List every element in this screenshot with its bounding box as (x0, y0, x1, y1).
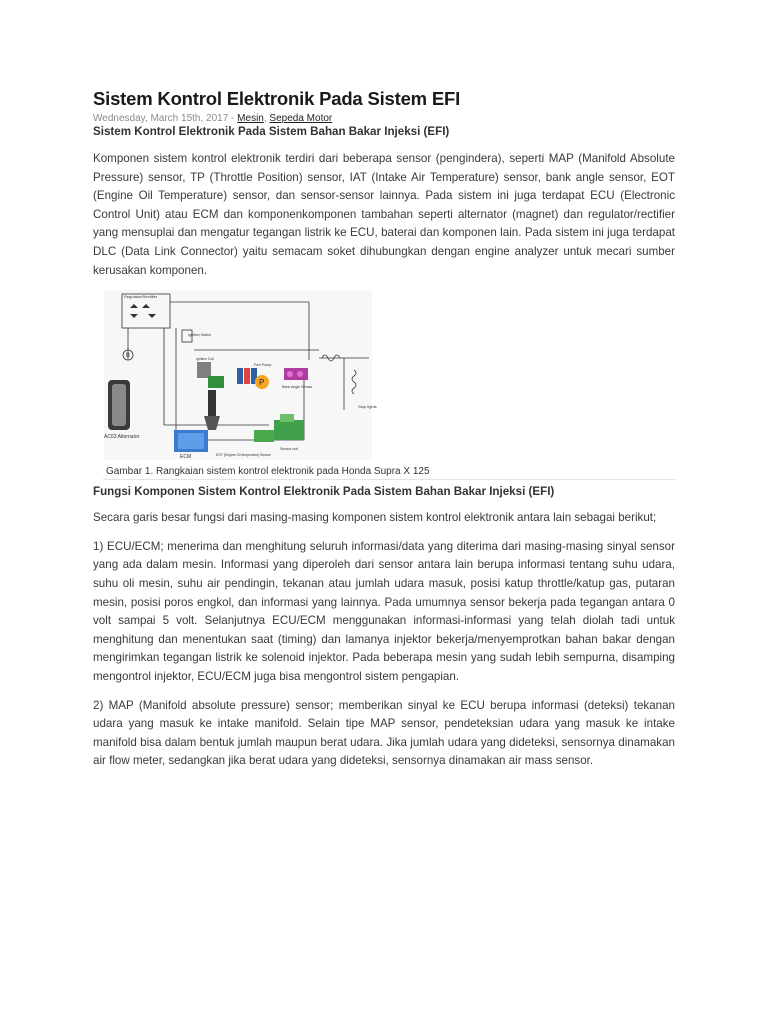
article (93, 88, 675, 771)
category-link-mesin[interactable]: Mesin (237, 113, 264, 124)
figure-caption: Gambar 1. Rangkaian sistem kontrol elektronik pada Honda Supra X 125 (106, 466, 430, 478)
paragraph-3: 1) ECU/ECM; menerima dan menghitung seluruh informasi/data yang diterima dari masing-masing sinyal sensor yang ada dalam mesin. Informasi yang diperoleh dari sensor antara lain berupa informasi tentang suhu udara, suhu oli mesin, suhu air pendingin, tekanan atau jumlah udara masuk, posisi katup throttle/katup gas, putaran mesin, posisi poros engkol, dan informasi yang lainnya. Pada umumnya sensor bekerja pada tegangan antara 0 volt sampai 5 volt. Selanjutnya ECU/ECM menggunakan informasi-informasi yang telah diolah tadi untuk menghitung dan menentukan saat (timing) dan lamanya injektor bekerja/menyemprotkan bahan bakar dengan mengirimkan tegangan listrik ke solenoid injektor. Pada beberapa mesin yang sudah lebih sempurna, disamping mengontrol injektor, ECU/ECM juga bisa mengontrol sistem pengapian. (93, 539, 675, 683)
post-date: Wednesday, March 15th, 2017 (93, 113, 229, 124)
spacer (93, 499, 675, 509)
category-link-sepeda-motor[interactable]: Sepeda Motor (269, 113, 333, 124)
label-fuel-pump-p: P (259, 378, 265, 388)
category-separator: , (263, 113, 270, 124)
label-regulator: Regulator/Rectifier (124, 294, 158, 300)
label-sensor-unit: Sensor unit (280, 447, 299, 452)
divider (103, 479, 675, 480)
label-alternator: AC63 Alternator (104, 434, 140, 441)
label-ecm: ECM (180, 454, 192, 461)
paragraph-1: Komponen sistem kontrol elektronik terdiri dari beberapa sensor (pengindera), seperti MAP (Manifold Absolute Pressure) sensor, TP (Throttle Position) sensor, IAT (Intake Air Temperature) sensor, bank angle sensor, EOT (Engine Oil Temperature) sensor, dan sensor-sensor lainnya. Pada sistem ini juga terdapat ECU (Electronic Control Unit) atau ECM dan komponenkomponen tambahan seperti alternator (magnet) dan regulator/rectifier yang mensuplai dan mengatur tegangan listrik ke ECU, baterai dan komponen lain. Pada sistem ini juga terdapat DLC (Data Link Connector) yaitu semacam soket dihubungkan dengan engine analyzer untuk mecari sumber kerusakan komponen. (93, 152, 675, 277)
article-title: Sistem Kontrol Elektronik Pada Sistem EFI (93, 88, 461, 109)
circuit-diagram-figure (104, 290, 377, 461)
subheading-2: Fungsi Komponen Sistem Kontrol Elektronik Pada Sistem Bahan Bakar Injeksi (EFI) (93, 485, 555, 499)
label-battery: B (126, 353, 131, 360)
paragraph-2: Secara garis besar fungsi dari masing-masing komponen sistem kontrol elektronik antara lain sebagai berikut; (93, 511, 657, 525)
label-eot: EOT (Engine Oil temperatur) Sensor (216, 453, 271, 458)
spacer (93, 687, 675, 697)
spacer (93, 528, 675, 538)
paragraph-4: 2) MAP (Manifold absolute pressure) sensor; memberikan sinyal ke ECU berupa informasi (deteksi) tekanan udara yang masuk ke intake manifold. Selain tipe MAP sensor, pendeteksian udara yang masuk ke intake manifold bisa dalam bentuk jumlah maupun berat udara. Jika jumlah udara yang dideteksi, sensornya dinamakan air flow meter, sedangkan jika berat udara yang dideteksi, sensornya dinamakan air mass sensor. (93, 698, 675, 768)
label-ignition-coil: Ignition Coil (196, 357, 214, 362)
circuit-diagram (104, 290, 377, 461)
label-stop-lights: Stop lights (358, 404, 377, 410)
date-separator: - (228, 113, 238, 124)
label-bank-angle: Bank Angle Sensor (282, 385, 313, 390)
label-ignition-switch: Ignition Switch (188, 333, 212, 338)
article-meta (93, 112, 675, 125)
label-fuel-pump: Fuel Pump (254, 363, 272, 368)
subheading-1: Sistem Kontrol Elektronik Pada Sistem Bahan Bakar Injeksi (EFI) (93, 125, 450, 138)
